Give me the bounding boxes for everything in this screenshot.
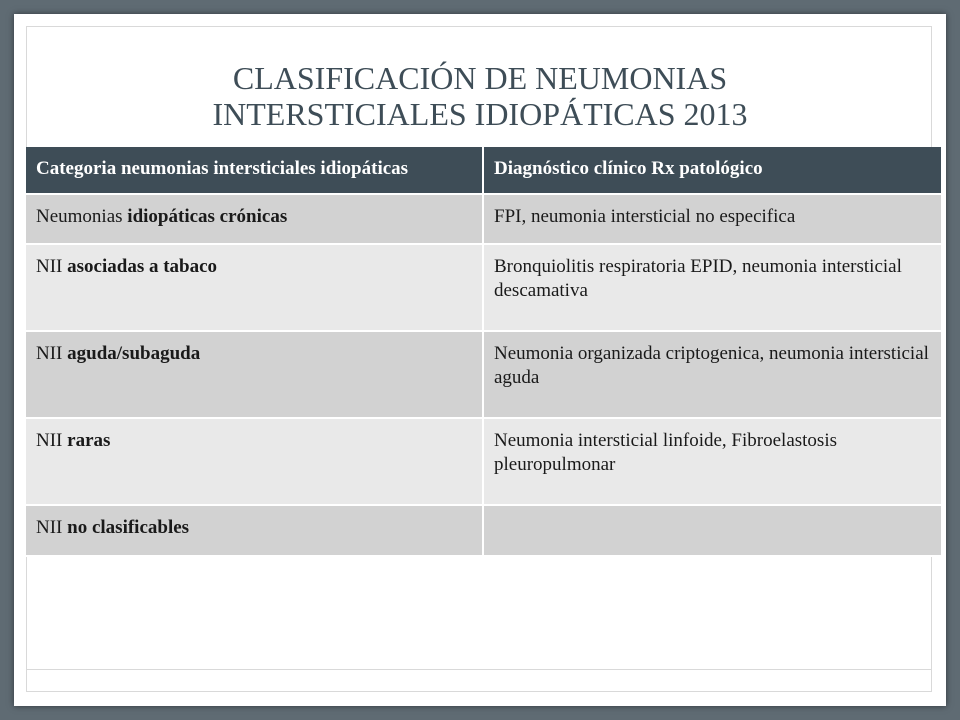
table-header-row	[26, 147, 941, 194]
table-row	[26, 331, 941, 418]
category-emphasis: raras	[67, 430, 111, 451]
diagnosis-cell	[483, 505, 941, 556]
diagnosis-cell: Bronquiolitis respiratoria EPID, neumonia intersticial descamativa	[483, 244, 941, 331]
category-prefix: NII	[36, 343, 68, 364]
category-prefix: NII	[36, 256, 68, 277]
category-prefix: NII	[36, 430, 68, 451]
category-emphasis: asociadas a tabaco	[67, 256, 218, 277]
table-row	[26, 194, 941, 244]
category-cell	[26, 244, 483, 331]
diagnosis-cell: Neumonia organizada criptogenica, neumonia intersticial aguda	[483, 331, 941, 418]
header-category: Categoria neumonias intersticiales idiopáticas	[26, 147, 483, 194]
slide-title	[114, 60, 846, 132]
category-cell	[26, 194, 483, 244]
table-row	[26, 418, 941, 505]
category-prefix: NII	[36, 517, 68, 538]
table-row	[26, 505, 941, 556]
footer-divider	[26, 669, 932, 670]
diagnosis-cell: FPI, neumonia intersticial no especifica	[483, 194, 941, 244]
category-emphasis: no clasificables	[67, 517, 190, 538]
category-prefix: Neumonias	[36, 206, 128, 227]
category-emphasis: aguda/subaguda	[67, 343, 201, 364]
classification-table	[26, 147, 941, 557]
classification-table-container	[26, 147, 941, 557]
slide-title-line-2: INTERSTICIALES IDIOPÁTICAS 2013	[212, 96, 748, 132]
table-row	[26, 244, 941, 331]
category-cell	[26, 331, 483, 418]
category-cell	[26, 418, 483, 505]
diagnosis-cell: Neumonia intersticial linfoide, Fibroelastosis pleuropulmonar	[483, 418, 941, 505]
category-cell	[26, 505, 483, 556]
slide-title-line-1: CLASIFICACIÓN DE NEUMONIAS	[232, 60, 728, 96]
header-diagnosis: Diagnóstico clínico Rx patológico	[483, 147, 941, 194]
slide	[14, 14, 946, 706]
category-emphasis: idiopáticas crónicas	[127, 206, 288, 227]
